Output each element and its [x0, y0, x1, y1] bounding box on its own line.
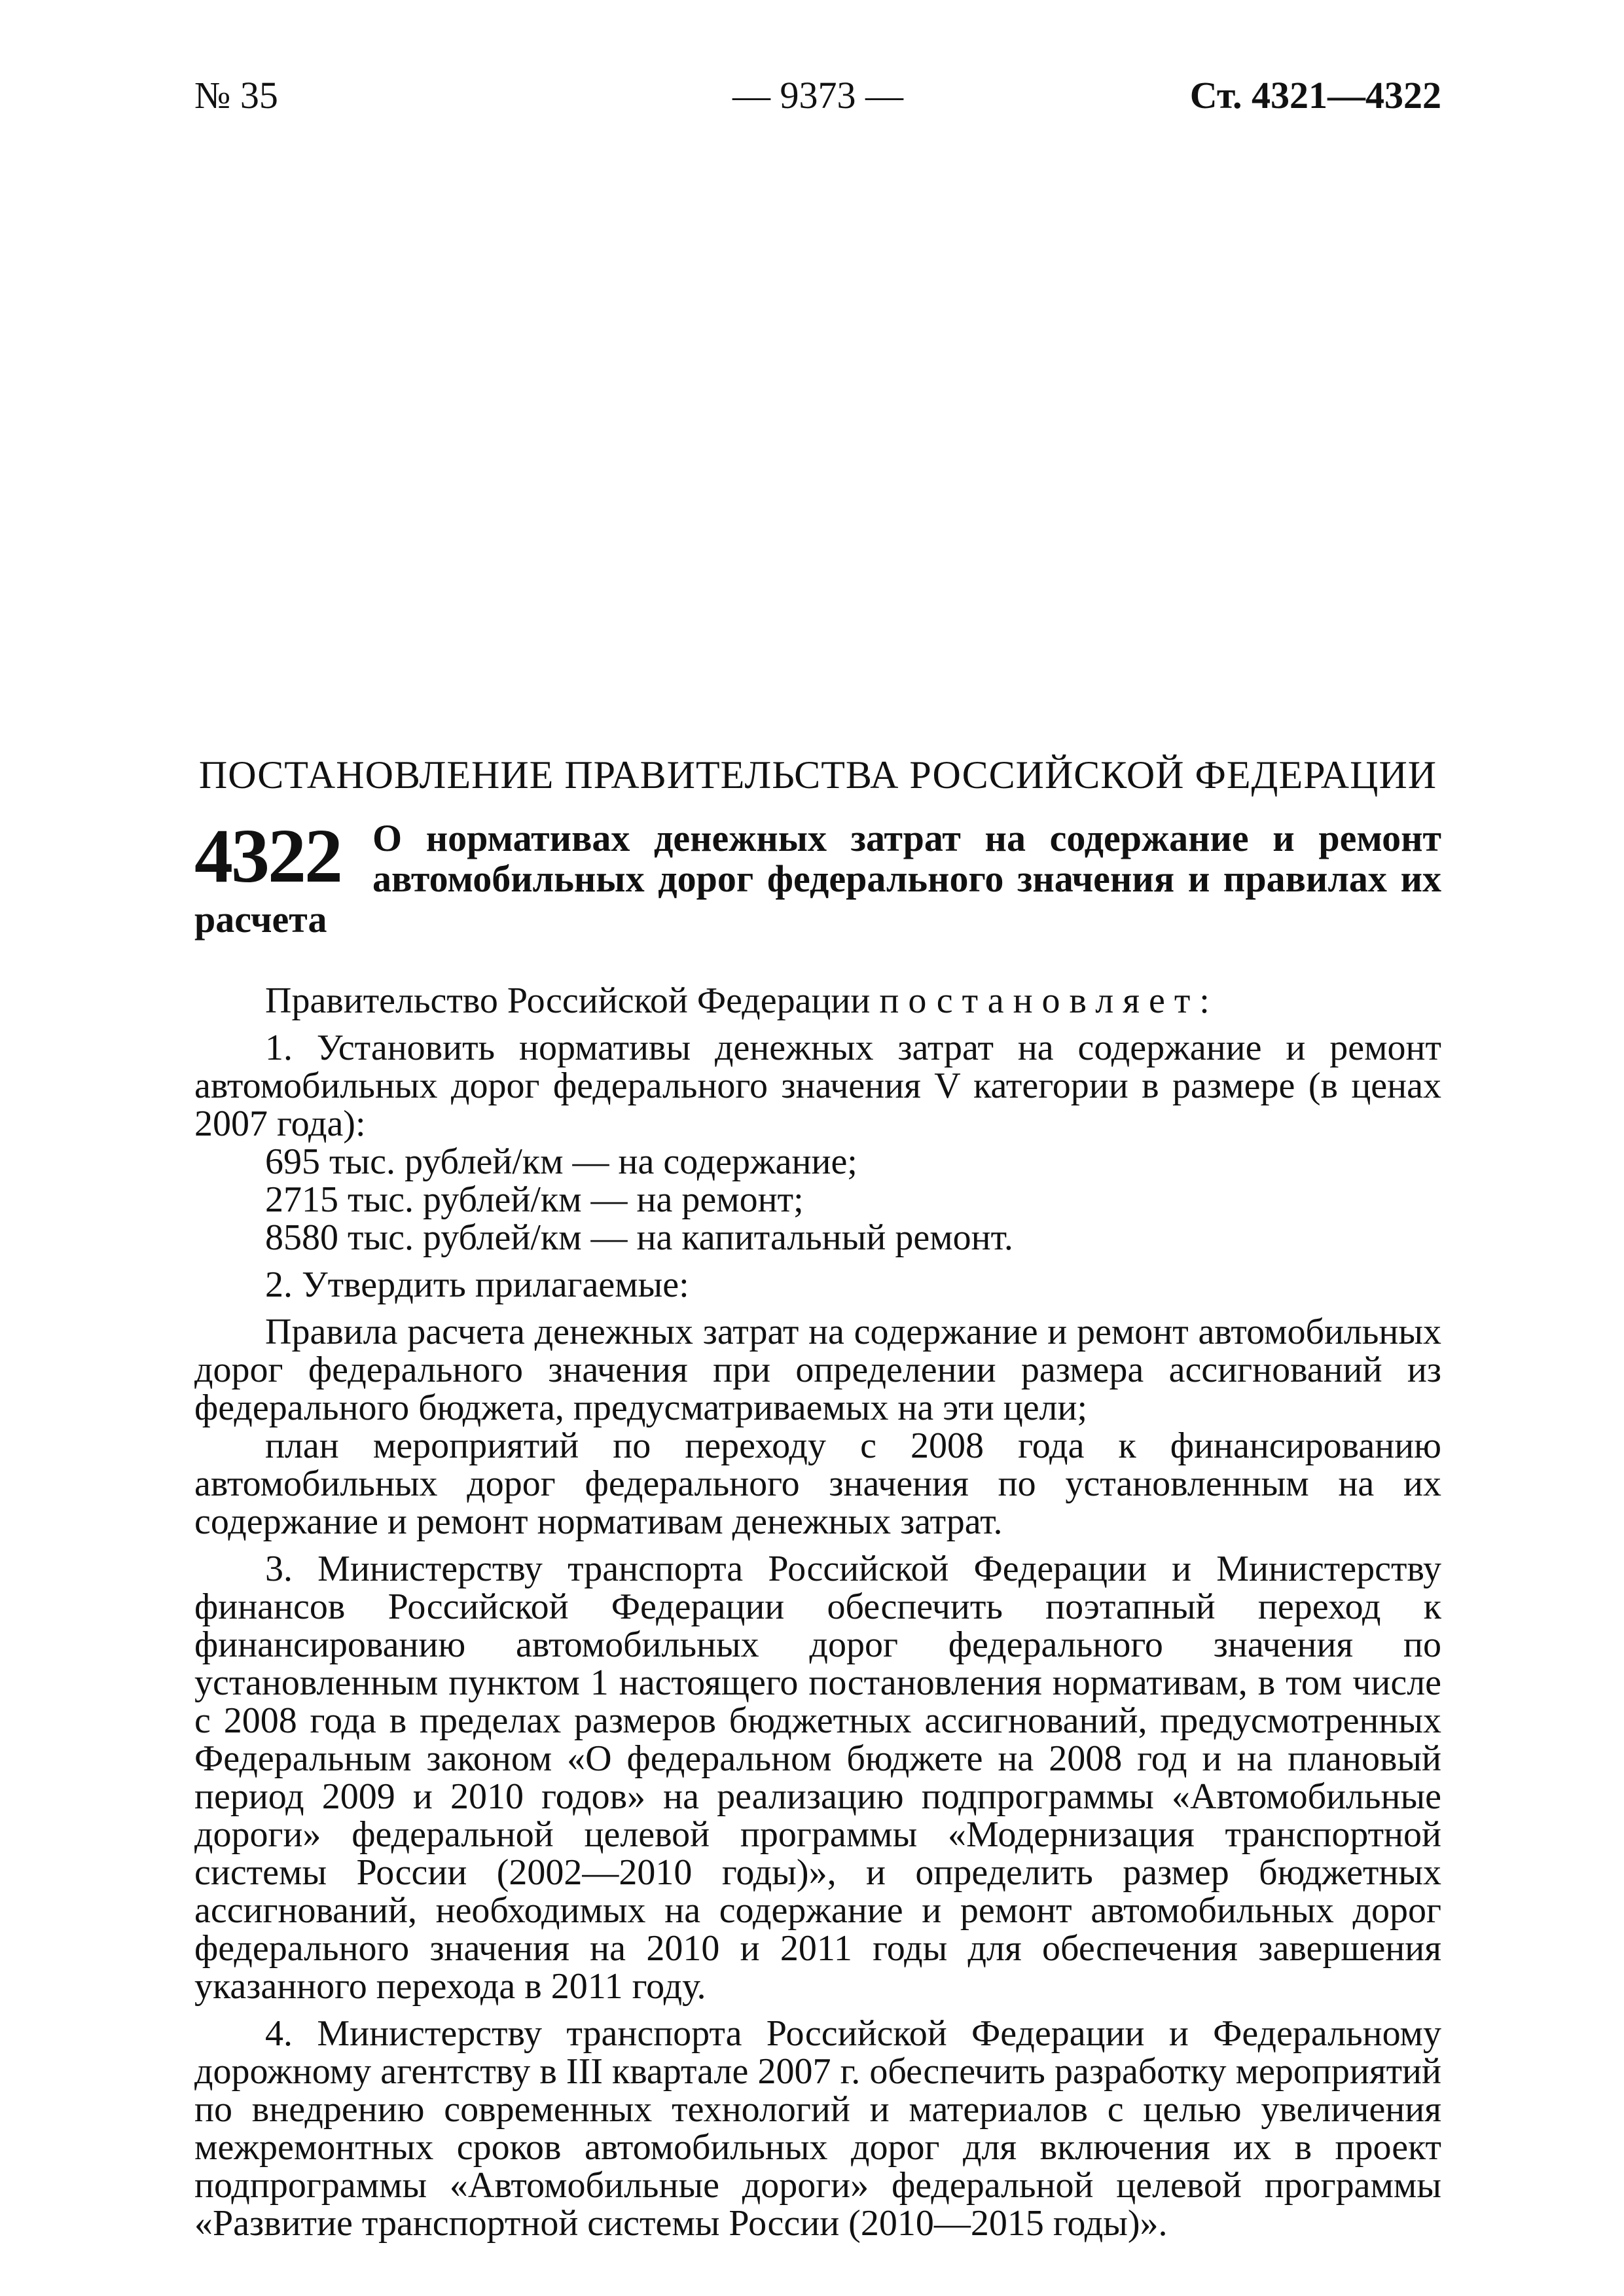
paragraph-1: 1. Установить нормативы денежных затрат на содержание и ремонт автомобильных дорог федерального значения V категории в размере (в ценах 2007 года): [194, 1028, 1441, 1144]
paragraph-4: 4. Министерству транспорта Российской Федерации и Федеральному дорожному агентству в III квартале 2007 г. обеспечить разработку мероприятий по внедрению современных технологий и материалов с целью увеличения межремонтных сроков автомобильных дорог для включения их в проект подпрограммы «Автомобильные дороги» федеральной целевой программы «Развитие транспортной системы России (2010—2015 годы)». [194, 2013, 1441, 2244]
norm-repair: 2715 тыс. рублей/км — на ремонт; [265, 1179, 804, 1220]
preamble [194, 982, 1441, 1020]
document-number: 4322 [194, 813, 341, 899]
norm-maintenance: 695 тыс. рублей/км — на содержание; [265, 1141, 857, 1182]
document-title: О нормативах денежных затрат на содержание и ремонт автомобильных дорог федерального значения и правилах их расчета [194, 817, 1441, 941]
document-body [194, 982, 1441, 2251]
preamble-decree: постановляет: [879, 980, 1219, 1021]
preamble-text: Правительство Российской Федерации [265, 980, 880, 1021]
approved-rules: Правила расчета денежных затрат на содержание и ремонт автомобильных дорог федерального значения при определении размера ассигнований из федерального бюджета, предусматриваемых на эти цели; [194, 1312, 1441, 1428]
paragraph-2: 2. Утвердить прилагаемые: [265, 1265, 689, 1305]
norm-capital-repair: 8580 тыс. рублей/км — на капитальный ремонт. [265, 1217, 1013, 1258]
page-header [194, 73, 1441, 126]
document-type: ПОСТАНОВЛЕНИЕ ПРАВИТЕЛЬСТВА РОССИЙСКОЙ ФЕДЕРАЦИИ [198, 753, 1437, 797]
issue-number: № 35 [194, 74, 278, 117]
article-range: Ст. 4321—4322 [1189, 74, 1441, 117]
title-block [194, 813, 1441, 941]
paragraph-3: 3. Министерству транспорта Российской Федерации и Министерству финансов Российской Федерации обеспечить поэтапный переход к финансированию автомобильных дорог федерального значения по установленным пунктом 1 настоящего постановления нормативам, в том числе с 2008 года в пределах размеров бюджетных ассигнований, предусмотренных Федеральным законом «О федеральном бюджете на 2008 год и на плановый период 2009 и 2010 годов» на реализацию подпрограммы «Автомобильные дороги» федеральной целевой программы «Модернизация транспортной системы России (2002—2010 годы)», и определить размер бюджетных ассигнований, необходимых на содержание и ремонт автомобильных дорог федерального значения на 2010 и 2011 годы для обеспечения завершения указанного перехода в 2011 году. [194, 1549, 1441, 2007]
page-number: — 9373 — [732, 74, 903, 117]
approved-plan: план мероприятий по переходу с 2008 года к финансированию автомобильных дорог федерального значения по установленным на их содержание и ремонт нормативам денежных затрат. [194, 1426, 1441, 1542]
